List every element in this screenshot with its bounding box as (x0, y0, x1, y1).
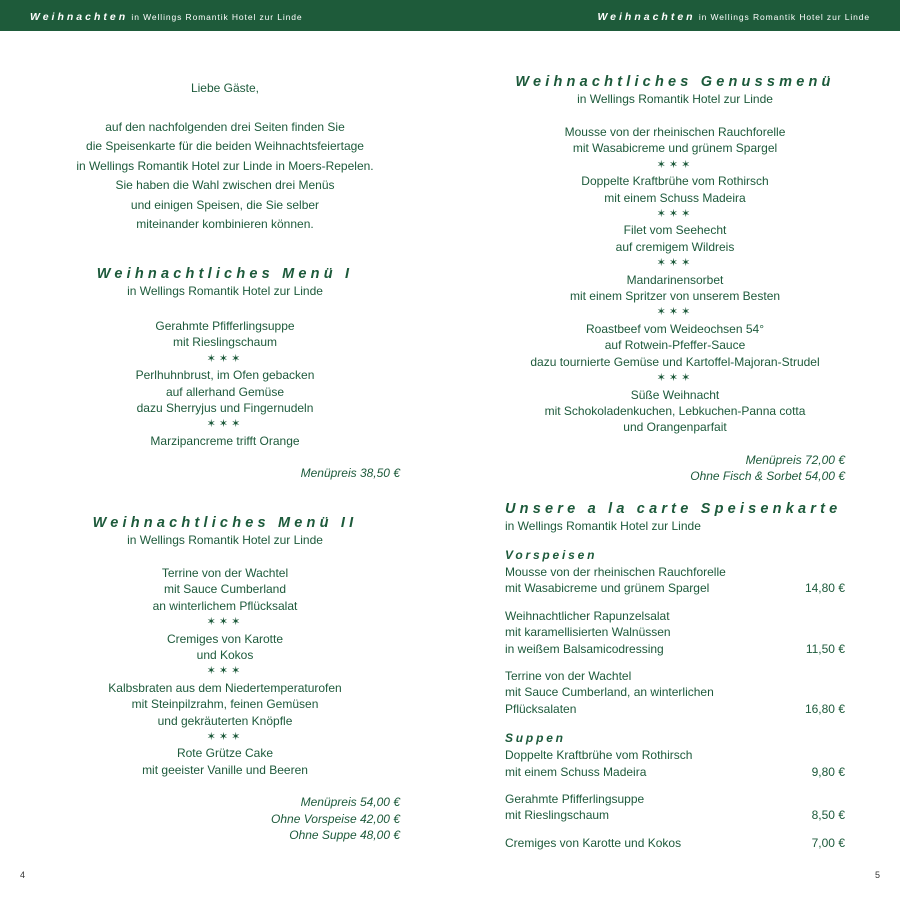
menu-1-price: Menüpreis 38,50 € (300, 466, 400, 481)
item-price: 7,00 € (811, 835, 845, 850)
star-separator-icon: ✶✶✶ (656, 257, 694, 270)
star-separator-icon: ✶✶✶ (656, 208, 694, 221)
star-separator-icon: ✶✶✶ (656, 158, 694, 171)
star-separator-icon: ✶✶✶ (656, 306, 694, 319)
menu-2 (50, 514, 400, 844)
item-description: Mousse von der rheinischen Rauchforelle mit Wasabicreme und grünem Spargel (505, 565, 726, 596)
section-vorspeisen: Vorspeisen (505, 548, 598, 562)
item-price: 8,50 € (811, 808, 845, 823)
item-price: 16,80 € (804, 701, 845, 716)
menu-3 (505, 73, 845, 485)
menu-3-subtitle: in Wellings Romantik Hotel zur Linde (577, 92, 773, 106)
menu-course: Mandarinensorbet mit einem Spritzer von unserem Besten (569, 272, 781, 304)
menu-course: Marzipancreme trifft Orange (150, 433, 300, 448)
header-left-subtitle: in Wellings Romantik Hotel zur Linde (131, 12, 303, 22)
menu-course: Doppelte Kraftbrühe vom Rothirsch mit einem Schuss Madeira (581, 174, 769, 205)
item-description: Doppelte Kraftbrühe vom Rothirsch mit einem Schuss Madeira (505, 748, 693, 779)
menu-course: Kalbsbraten aus dem Niedertemperaturofen mit Steinpilzrahm, feinen Gemüsen und gekräuterten Knöpfle (108, 680, 342, 728)
menu-2-subtitle: in Wellings Romantik Hotel zur Linde (127, 533, 323, 547)
star-separator-icon: ✶✶✶ (206, 731, 244, 744)
item-description: Cremiges von Karotte und Kokos (505, 835, 682, 850)
menu-3-title: Weihnachtliches Genussmenü (515, 74, 835, 90)
header-bar (0, 0, 900, 31)
list-item (505, 791, 845, 824)
menu-2-title: Weihnachtliches Menü II (92, 515, 358, 531)
menu-course: Süße Weihnacht mit Schokoladenkuchen, Lebkuchen-Panna cotta und Orangenparfait (544, 387, 806, 435)
item-price: 9,80 € (811, 764, 845, 779)
menu-course: Perlhuhnbrust, im Ofen gebacken auf allerhand Gemüse dazu Sherryjus und Fingernudeln (135, 368, 315, 416)
menu-course: Terrine von der Wachtel mit Sauce Cumberland an winterlichem Pflücksalat (152, 566, 298, 613)
star-separator-icon: ✶✶✶ (206, 616, 244, 629)
item-description: Gerahmte Pfifferlingsuppe mit Rieslingschaum (505, 792, 645, 823)
menu-1-subtitle: in Wellings Romantik Hotel zur Linde (127, 284, 323, 298)
alacarte (505, 500, 845, 851)
alacarte-subtitle: in Wellings Romantik Hotel zur Linde (505, 519, 701, 533)
menu-course: Rote Grütze Cake mit geeister Vanille und Beeren (142, 746, 308, 777)
header-right-subtitle: in Wellings Romantik Hotel zur Linde (698, 12, 870, 22)
page-number-left: 4 (20, 870, 26, 880)
menu-3-price: Menüpreis 72,00 € Ohne Fisch & Sorbet 54,00 € (690, 452, 845, 484)
list-item (505, 747, 845, 780)
list-item (505, 668, 845, 717)
header-right (597, 0, 870, 31)
menu-course: Roastbeef vom Weideochsen 54° auf Rotwein-Pfeffer-Sauce dazu tournierte Gemüse und Kartoffel-Majoran-Strudel (530, 321, 820, 369)
page-number-right: 5 (874, 870, 880, 880)
item-price: 14,80 € (804, 581, 845, 596)
list-item (505, 564, 845, 597)
header-left (30, 0, 303, 31)
section-suppen: Suppen (505, 731, 566, 746)
intro-greeting: Liebe Gäste, (190, 81, 260, 95)
item-description: Weihnachtlicher Rapunzelsalat mit karamellisierten Walnüssen in weißem Balsamicodressing (505, 608, 671, 656)
star-separator-icon: ✶✶✶ (206, 665, 244, 678)
star-separator-icon: ✶✶✶ (206, 352, 244, 365)
menu-2-price: Menüpreis 54,00 € Ohne Vorspeise 42,00 € Ohne Suppe 48,00 € (271, 795, 400, 843)
star-separator-icon: ✶✶✶ (656, 372, 694, 385)
menu-course: Mousse von der rheinischen Rauchforelle mit Wasabicreme und grünem Spargel (564, 125, 786, 156)
menu-1 (50, 265, 400, 482)
menu-course: Filet vom Seehecht auf cremigem Wildreis (615, 223, 735, 254)
star-separator-icon: ✶✶✶ (206, 418, 244, 431)
menu-1-title: Weihnachtliches Menü I (96, 266, 354, 282)
list-item (505, 608, 845, 657)
item-price: 11,50 € (805, 641, 845, 656)
header-left-title: Weihnachten (30, 11, 129, 23)
list-item (505, 835, 845, 851)
intro-text: auf den nachfolgenden drei Seiten finden Sie die Speisenkarte für die beiden Weihnachtsfeiertage in Wellings Romantik Hotel zur Linde in Moers-Repelen. Sie haben die Wahl zwischen drei Menüs und einigen Speisen, die Sie selber miteinander kombinieren können. (76, 119, 374, 231)
intro-block (50, 79, 400, 235)
item-description: Terrine von der Wachtel mit Sauce Cumberland, an winterlichen Pflücksalaten (505, 669, 714, 716)
menu-course: Gerahmte Pfifferlingsuppe mit Rieslingschaum (155, 319, 295, 350)
menu-course: Cremiges von Karotte und Kokos (166, 631, 284, 663)
header-right-title: Weihnachten (597, 11, 696, 23)
alacarte-title: Unsere a la carte Speisenkarte (505, 501, 842, 517)
